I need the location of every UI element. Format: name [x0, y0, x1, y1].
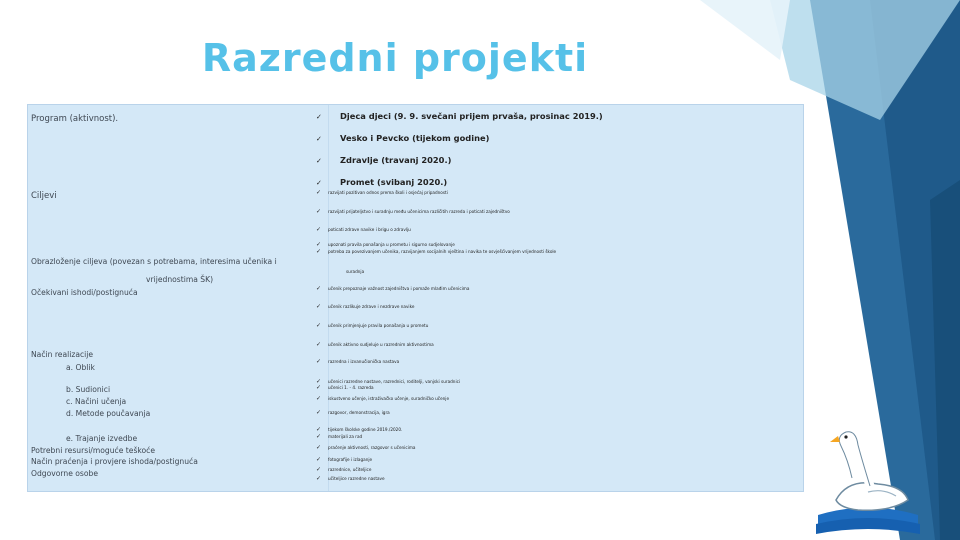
label-expected-outcomes: Očekivani ishodi/postignuća [31, 288, 138, 297]
detail-item: ✓ iskustveno učenje, istraživačko učenje, suradničko učenje [316, 395, 450, 402]
label-monitoring: Način praćenja i provjere ishoda/postignuća [31, 457, 198, 466]
program-item: ✓ Djeca djeci (9. 9. svečani prijem prvaša, prosinac 2019.) [316, 111, 603, 121]
detail-item: ✓ učenik aktivno sudjeluje u razrednim aktivnostima [316, 341, 434, 348]
program-item: ✓ Zdravlje (travanj 2020.) [316, 155, 452, 165]
label-responsible-persons: Odgovorne osobe [31, 469, 99, 478]
label-goals-rationale: Obrazloženje ciljeva (povezan s potrebama, interesima učenika i [31, 257, 277, 266]
detail-item: ✓ fotografije i izlaganje [316, 456, 373, 463]
label-participants: b. Sudionici [66, 385, 111, 394]
detail-item: suradnja [346, 269, 365, 274]
detail-item: ✓ razvijati pozitivan odnos prema školi i osjećaj pripadnosti [316, 189, 448, 196]
swan-illustration [808, 420, 928, 540]
detail-item: ✓ tijekom školske godine 2019./2020. [316, 426, 403, 433]
program-item: ✓ Vesko i Pevcko (tijekom godine) [316, 133, 490, 143]
detail-item: ✓ razgovor, demonstracija, igra [316, 409, 390, 416]
label-form: a. Oblik [66, 363, 95, 372]
detail-item: ✓ učenik prepoznaje važnost zajedništva i pomaže mlađim učenicima [316, 285, 470, 292]
label-learning-methods: c. Načini učenja [66, 397, 127, 406]
label-resources: Potrebni resursi/moguće teškoće [31, 446, 156, 455]
slide-title: Razredni projekti [201, 36, 589, 80]
detail-item: ✓ razrednice, učiteljice [316, 466, 372, 473]
label-goals-rationale-cont: vrijednostima ŠK) [146, 275, 214, 284]
label-program: Program (aktivnost). [31, 114, 119, 124]
detail-item: ✓ materijali za rad [316, 433, 363, 440]
detail-item: ✓ učiteljice razredne nastave [316, 475, 385, 482]
project-table [27, 104, 804, 492]
detail-item: ✓ potreba za povezivanjem učenika, razvijanjem socijalnih vještina i navika te osvješćivanjem vrijednosti škole [316, 248, 557, 255]
detail-item: ✓ poticati zdrave navike i brigu o zdravlju [316, 226, 411, 233]
detail-item: ✓ razvijati prijateljstvo i suradnju među učenicima različitih razreda i poticati zajedništvo [316, 208, 510, 215]
detail-item: ✓ praćenje aktivnosti, razgovor s učenicima [316, 444, 416, 451]
label-goals: Ciljevi [31, 191, 57, 201]
label-realization: Način realizacije [31, 350, 94, 359]
detail-item: ✓ razredna i izvanučionička nastava [316, 358, 400, 365]
label-duration: e. Trajanje izvedbe [66, 434, 138, 443]
program-item: ✓ Promet (svibanj 2020.) [316, 177, 448, 187]
detail-item: ✓ učenik razlikuje zdrave i nezdrave navike [316, 303, 415, 310]
detail-item: ✓ upoznati pravila ponašanja u prometu i sigurno sudjelovanje [316, 241, 455, 248]
detail-item: ✓ učenik primjenjuje pravila ponašanja u prometu [316, 322, 429, 329]
detail-item: ✓ učenici 1. - 4. razreda [316, 384, 374, 391]
detail-item: ✓ učenici razredne nastave, razrednici, roditelji, vanjski suradnici [316, 378, 461, 385]
label-teaching-methods: d. Metode poučavanja [66, 409, 151, 418]
